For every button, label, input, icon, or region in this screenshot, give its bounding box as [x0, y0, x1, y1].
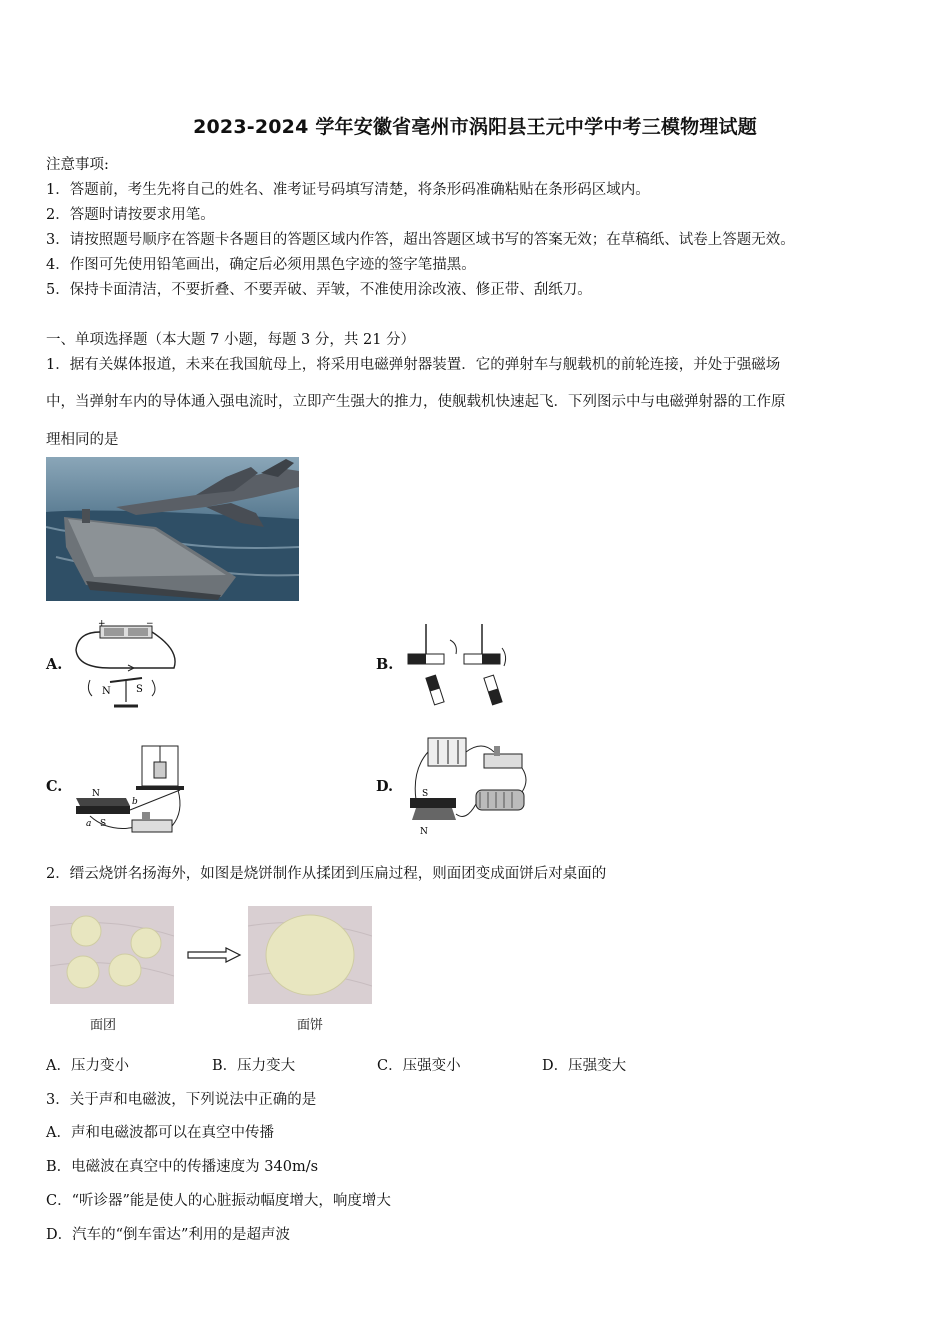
q3-option-b: B．电磁波在真空中的传播速度为 340m/s: [46, 1159, 319, 1175]
q3-text: 3．关于声和电磁波，下列说法中正确的是: [46, 1092, 317, 1108]
needle-s-label: S: [136, 684, 143, 695]
q1-option-b-label: B.: [376, 656, 394, 673]
q1-option-a-label: A.: [46, 656, 63, 673]
caption-flatbread: 面饼: [297, 1018, 324, 1033]
q2-option-d: D．压强变大: [542, 1058, 627, 1074]
q2-option-a: A．压力变小: [46, 1058, 129, 1074]
q3-option-d: D．汽车的“倒车雷达”利用的是超声波: [46, 1227, 290, 1243]
battery-plus-label: +: [98, 620, 106, 629]
notes-heading: 注意事项:: [46, 157, 109, 173]
note-item: 4．作图可先使用铅笔画出，确定后必须用黑色字迹的签字笔描黑。: [46, 257, 476, 273]
q2-option-b: B．压力变大: [212, 1058, 296, 1074]
rod-a-label: a: [86, 819, 92, 829]
needle-n-label: N: [102, 686, 111, 697]
page-title: 2023-2024 学年安徽省亳州市涡阳县王元中学中考三模物理试题: [193, 116, 757, 138]
q3-option-c: C．“听诊器”能是使人的心脏振动幅度增大，响度增大: [46, 1193, 391, 1209]
magnet-s-label: S: [422, 789, 429, 799]
q1-text-line: 中，当弹射车内的导体通入强电流时，立即产生强大的推力，使舰载机快速起飞．下列图示中与电磁弹射器的工作原: [46, 394, 786, 410]
note-item: 1．答题前，考生先将自己的姓名、准考证号码填写清楚，将条形码准确粘贴在条形码区域内。: [46, 182, 650, 198]
flat-dough-photo: [248, 906, 372, 1008]
q1-option-c-figure: [70, 742, 190, 841]
magnet-n-label: N: [420, 827, 428, 837]
q2-option-c: C．压强变小: [377, 1058, 461, 1074]
note-item: 3．请按照题号顺序在答题卡各题目的答题区域内作答，超出答题区域书写的答案无效；在草稿纸、试卷上答题无效。: [46, 232, 795, 248]
caption-dough: 面团: [90, 1018, 117, 1033]
rod-b-label: b: [132, 797, 138, 807]
q1-option-d-label: D.: [376, 778, 394, 795]
magnet-s-label: S: [100, 819, 107, 829]
q1-option-a-figure: [70, 620, 180, 714]
magnet-n-label: N: [92, 789, 100, 799]
dough-balls-photo: [50, 906, 174, 1008]
q1-text-line: 理相同的是: [46, 432, 119, 448]
aircraft-carrier-photo: [46, 457, 299, 601]
q1-text-line: 1．据有关媒体报道，未来在我国航母上，将采用电磁弹射器装置．它的弹射车与舰载机的前轮连接，并处于强磁场: [46, 357, 781, 373]
q2-text: 2．缙云烧饼名扬海外，如图是烧饼制作从揉团到压扁过程，则面团变成面饼后对桌面的: [46, 866, 607, 882]
q3-option-a: A．声和电磁波都可以在真空中传播: [46, 1125, 274, 1141]
q1-option-c-label: C.: [46, 778, 63, 795]
note-item: 2．答题时请按要求用笔。: [46, 207, 215, 223]
note-item: 5．保持卡面清洁，不要折叠、不要弄破、弄皱，不准使用涂改液、修正带、刮纸刀。: [46, 282, 592, 298]
q1-option-b-figure: [402, 620, 522, 714]
battery-minus-label: −: [146, 620, 154, 629]
section-heading: 一、单项选择题（本大题 7 小题，每题 3 分，共 21 分）: [46, 332, 416, 348]
q1-option-d-figure: [402, 730, 532, 844]
arrow-icon: [186, 946, 242, 968]
